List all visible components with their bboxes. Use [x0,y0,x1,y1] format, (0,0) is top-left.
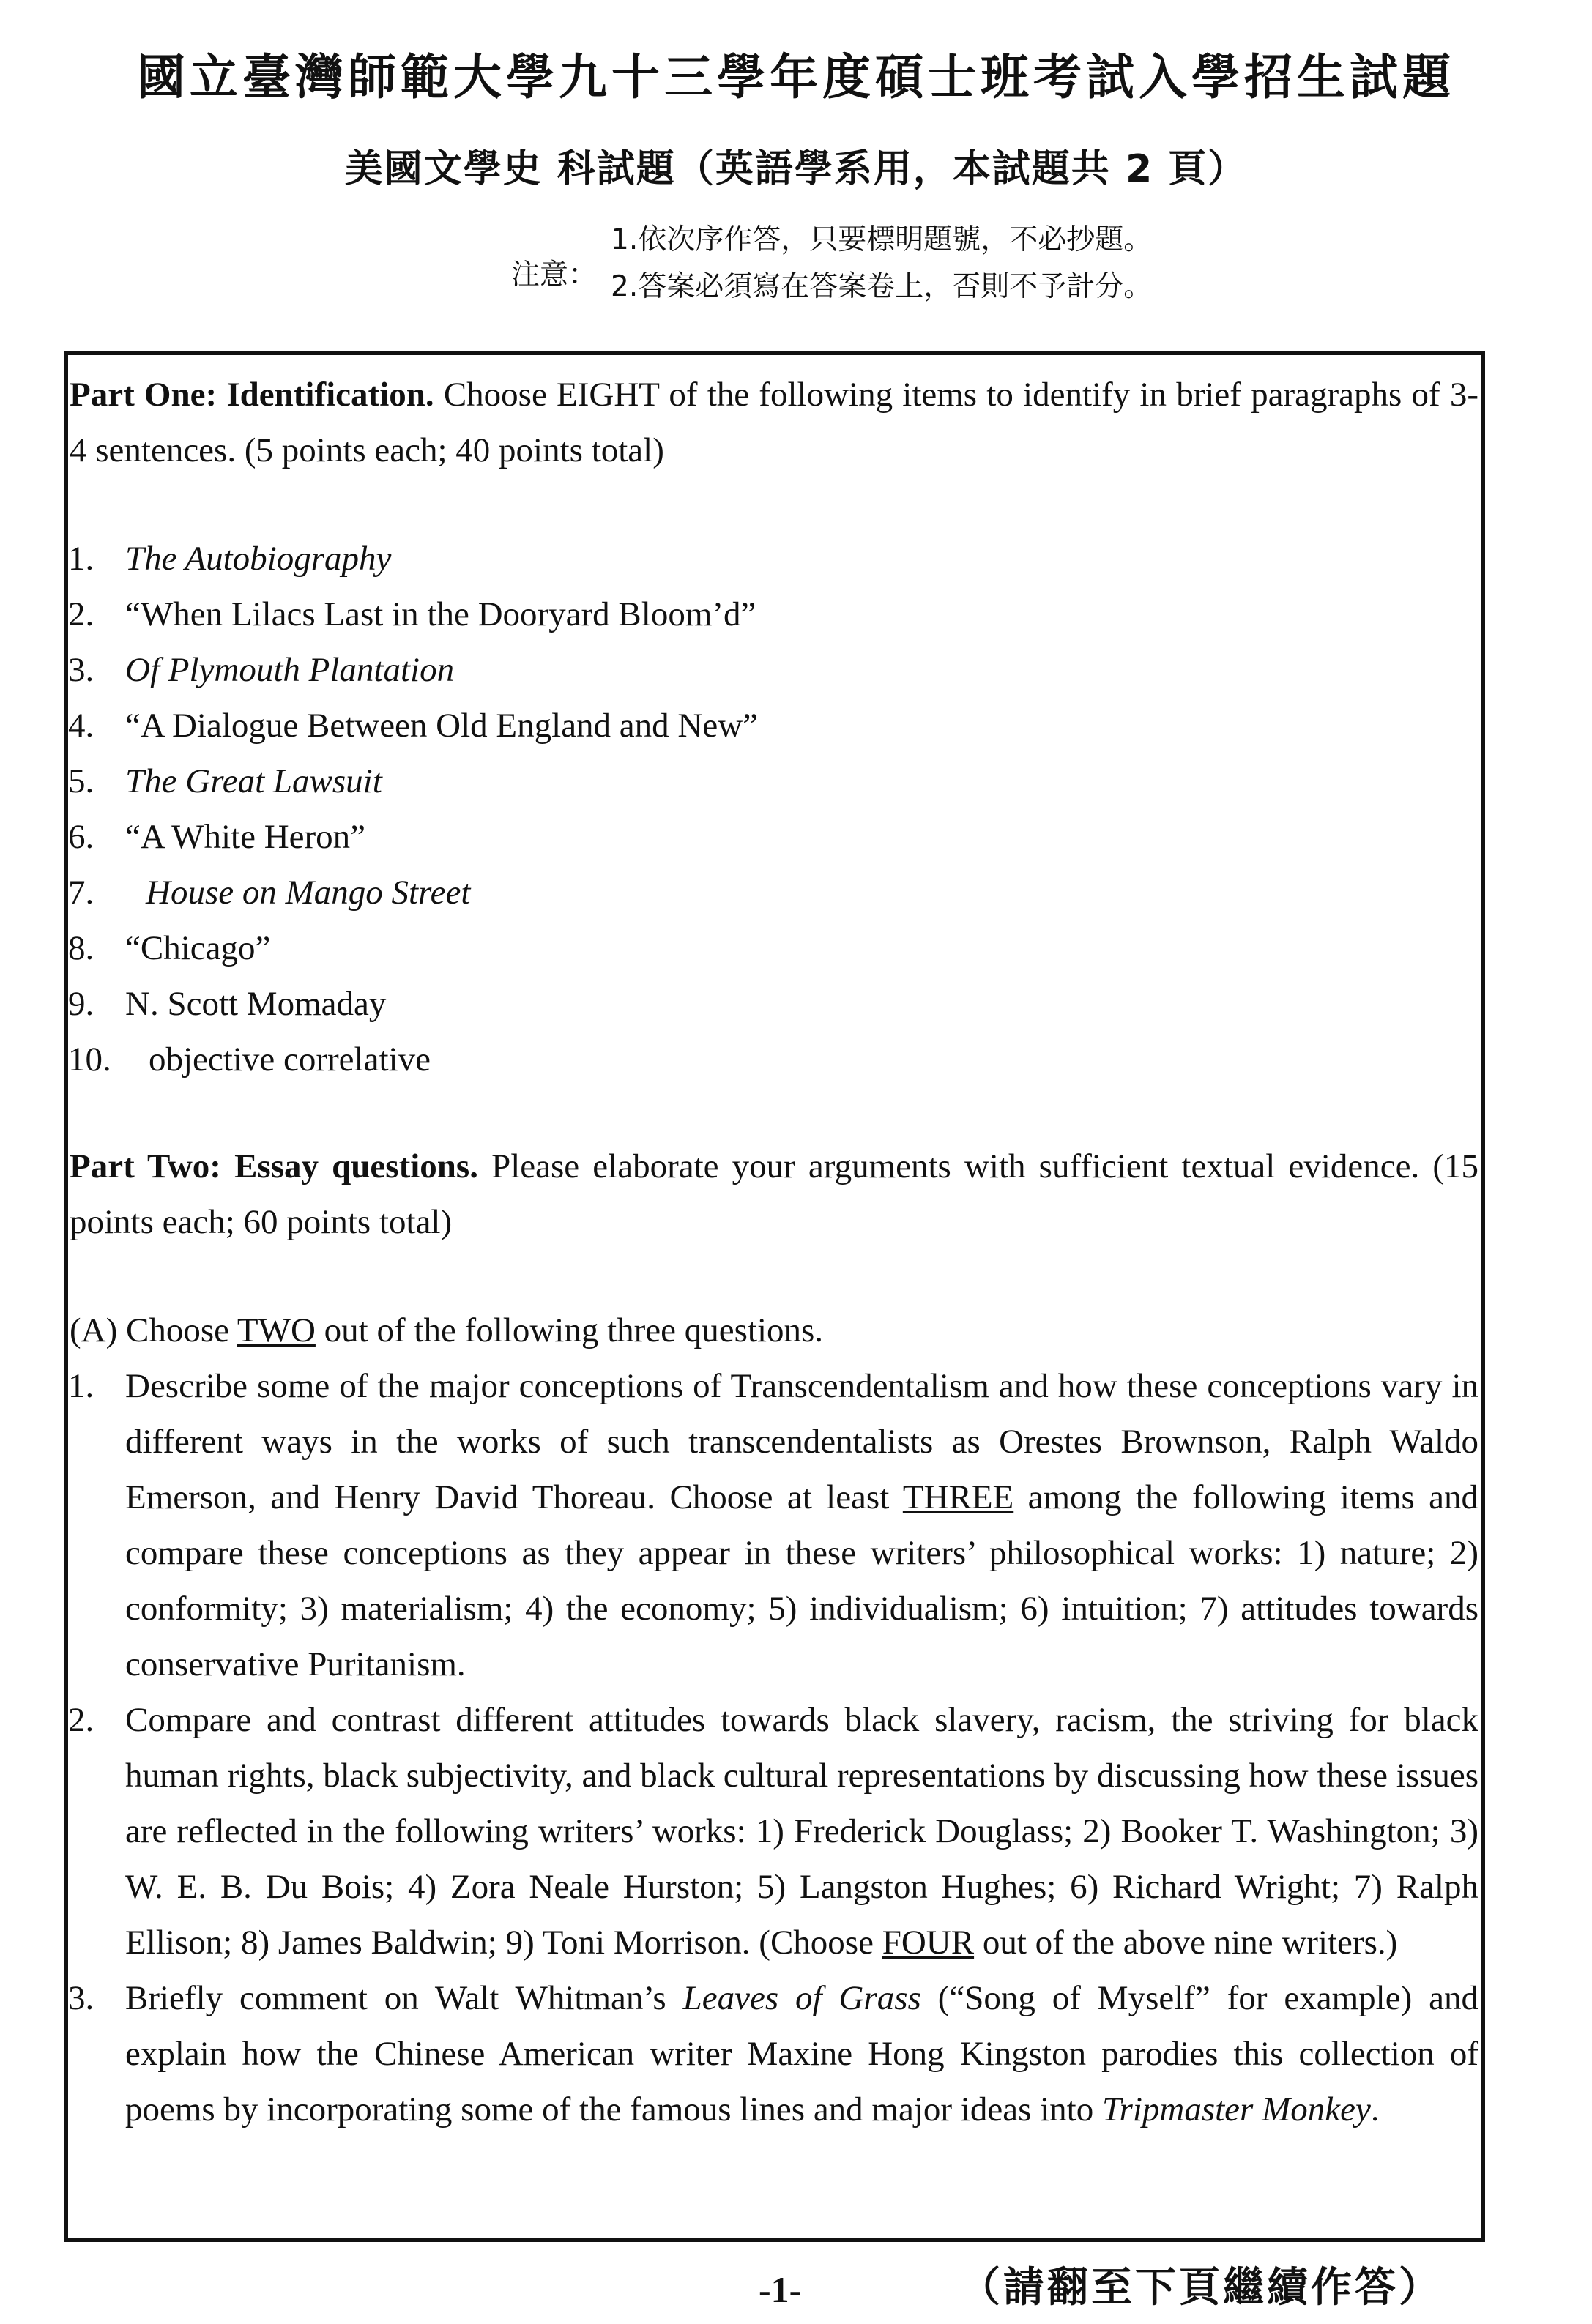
part-one-intro [68,367,1478,478]
list-item: 9. N. Scott Momaday [68,985,387,1023]
list-item: 3. Of Plymouth Plantation [68,651,455,689]
list-item: 7. House on Mango Street [68,874,471,912]
notice-label: 注意： [511,258,598,291]
essay-question-3: 3. Briefly comment on Walt Whitman’s Leaves of Grass (“Song of Myself” for example) and explain how the Chinese American writer Maxine Hong Kingston parodies this collection of poems by incorporating some of the famous lines and major ideas into Tripmaster Monkey. [68,1979,1478,2129]
list-item: 5. The Great Lawsuit [68,762,382,800]
question-content [68,367,1478,2137]
part-one-instructions: Choose EIGHT of the following items to identify in brief paragraphs of 3-4 sentences. (5 points each; 40 points total) [70,376,1478,469]
question-box [64,351,1485,2242]
list-item: 4. “A Dialogue Between Old England and New” [68,707,759,745]
notice-item: 1.依次序作答，只要標明題號，不必抄題。 [611,223,1153,256]
list-item: 8. “Chicago” [68,929,271,967]
continue-note: （請翻至下頁繼續作答） [959,2264,1443,2312]
list-item: 1. The Autobiography [68,540,392,578]
exam-title: 國立臺灣師範大學九十三學年度碩士班考試入學招生試題 [137,49,1455,105]
exam-subtitle: 美國文學史 科試題（英語學系用，本試題共 2 頁） [344,147,1248,191]
list-item: 2. “When Lilacs Last in the Dooryard Bloom’d” [68,595,756,633]
notice-items [611,217,1152,310]
part-two-intro [68,1139,1478,1250]
part-two-heading: Part Two: Essay questions. [70,1147,478,1185]
section-a-intro: (A) Choose TWO out of the following three questions. [70,1311,824,1349]
list-item: 6. “A White Heron” [68,818,366,856]
list-item: 10. objective correlative [68,1040,431,1079]
notice-item: 2.答案必須寫在答案卷上，否則不予計分。 [611,270,1153,303]
essay-question-1: 1. Describe some of the major conceptions of Transcendentalism and how these conceptions vary in different ways in the works of such transcendentalists as Orestes Brownson, Ralph Waldo Emerson, and Henry David Thoreau. Choose at least THREE among the following items and compare these conceptions as they appear in these writers’ philosophical works: 1) nature; 2) conformity; 3) materialism; 4) the economy; 5) individualism; 6) intuition; 7) attitudes towards conservative Puritanism. [68,1367,1478,1683]
identification-list [68,531,1478,1087]
page-number: -1- [759,2269,802,2310]
part-one-heading: Part One: Identification. [70,376,434,414]
essay-question-2: 2. Compare and contrast different attitudes towards black slavery, racism, the striving for black human rights, black subjectivity, and black cultural representations by discussing how these issues are reflected in the following writers’ works: 1) Frederick Douglass; 2) Booker T. Washington; 3) W. E. B. Du Bois; 4) Zora Neale Hurston; 5) Langston Hughes; 6) Richard Wright; 7) Ralph Ellison; 8) James Baldwin; 9) Toni Morrison. (Choose FOUR out of the above nine writers.) [68,1701,1478,1962]
part-two-instructions: Please elaborate your arguments with sufficient textual evidence. (15 points each; 60 points total) [70,1147,1478,1241]
